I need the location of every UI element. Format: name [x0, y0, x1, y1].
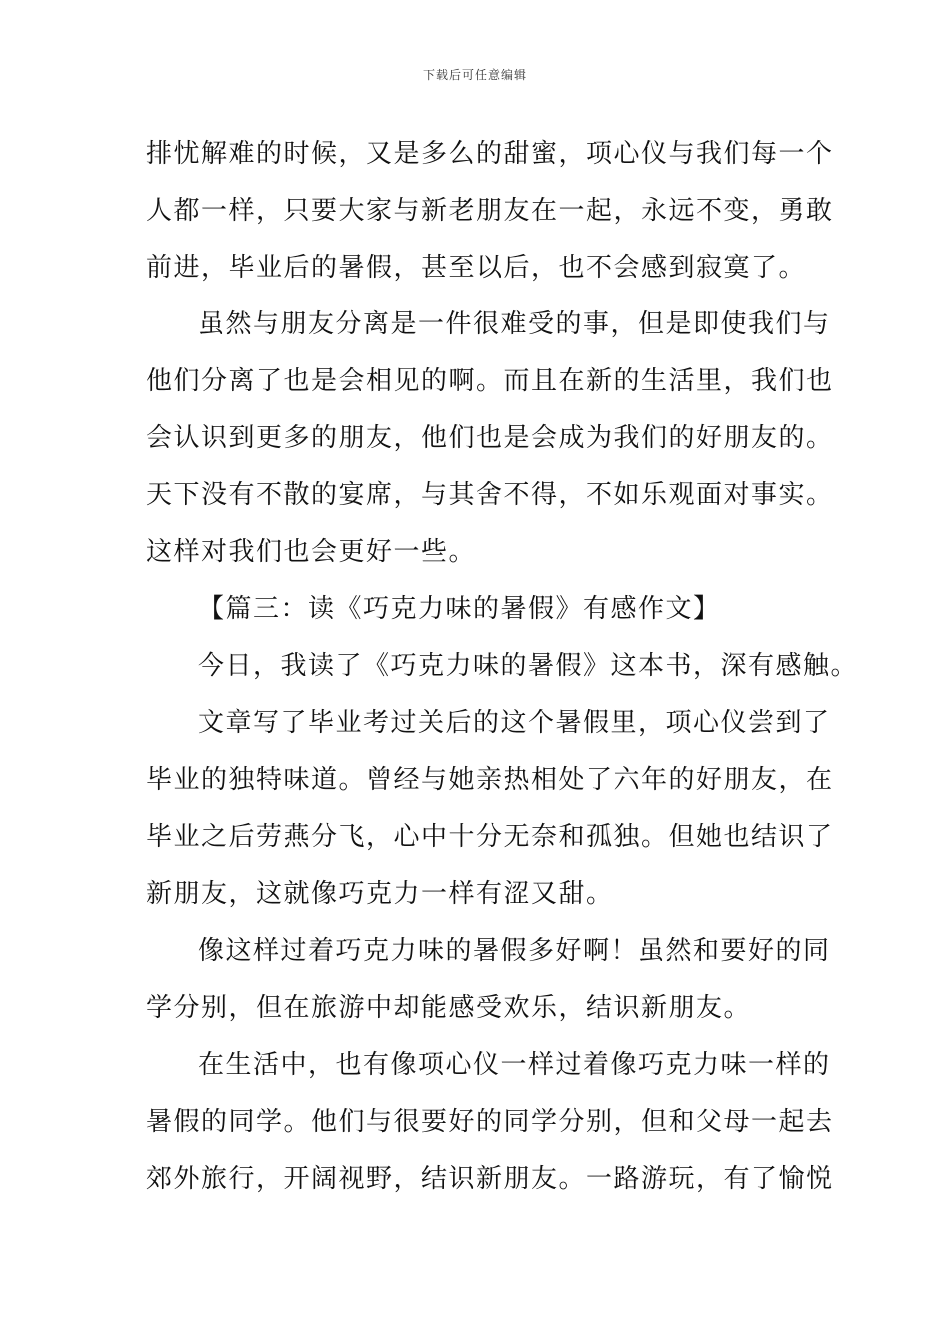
section-heading: 【篇三：读《巧克力味的暑假》有感作文】	[198, 594, 721, 624]
paragraph-line: 今日，我读了《巧克力味的暑假》这本书，深有感触。	[198, 651, 859, 681]
paragraph-line: 人都一样，只要大家与新老朋友在一起，永远不变，勇敢	[146, 196, 834, 226]
paragraph-line: 天下没有不散的宴席，与其舍不得，不如乐观面对事实。	[146, 480, 834, 510]
paragraph-line: 学分别，但在旅游中却能感受欢乐，结识新朋友。	[146, 993, 752, 1023]
paragraph-line: 毕业的独特味道。曾经与她亲热相处了六年的好朋友，在	[146, 765, 834, 795]
paragraph-line: 郊外旅行，开阔视野，结识新朋友。一路游玩，有了愉悦	[146, 1164, 834, 1194]
paragraph-line: 排忧解难的时候，又是多么的甜蜜，项心仪与我们每一个	[146, 139, 834, 169]
paragraph-line: 这样对我们也会更好一些。	[146, 537, 477, 567]
paragraph-line: 毕业之后劳燕分飞，心中十分无奈和孤独。但她也结识了	[146, 822, 834, 852]
paragraph-line: 虽然与朋友分离是一件很难受的事，但是即使我们与	[198, 309, 831, 339]
paragraph-line: 他们分离了也是会相见的啊。而且在新的生活里，我们也	[146, 366, 834, 396]
paragraph-line: 前进，毕业后的暑假，甚至以后，也不会感到寂寞了。	[146, 253, 807, 283]
paragraph-line: 文章写了毕业考过关后的这个暑假里，项心仪尝到了	[198, 708, 831, 738]
page-header: 下载后可任意编辑	[422, 68, 527, 82]
paragraph-line: 在生活中，也有像项心仪一样过着像巧克力味一样的	[198, 1050, 831, 1080]
paragraph-line: 会认识到更多的朋友，他们也是会成为我们的好朋友的。	[146, 423, 834, 453]
paragraph-line: 像这样过着巧克力味的暑假多好啊！虽然和要好的同	[198, 936, 831, 966]
paragraph-line: 新朋友，这就像巧克力一样有涩又甜。	[146, 879, 614, 909]
paragraph-line: 暑假的同学。他们与很要好的同学分别，但和父母一起去	[146, 1107, 834, 1137]
